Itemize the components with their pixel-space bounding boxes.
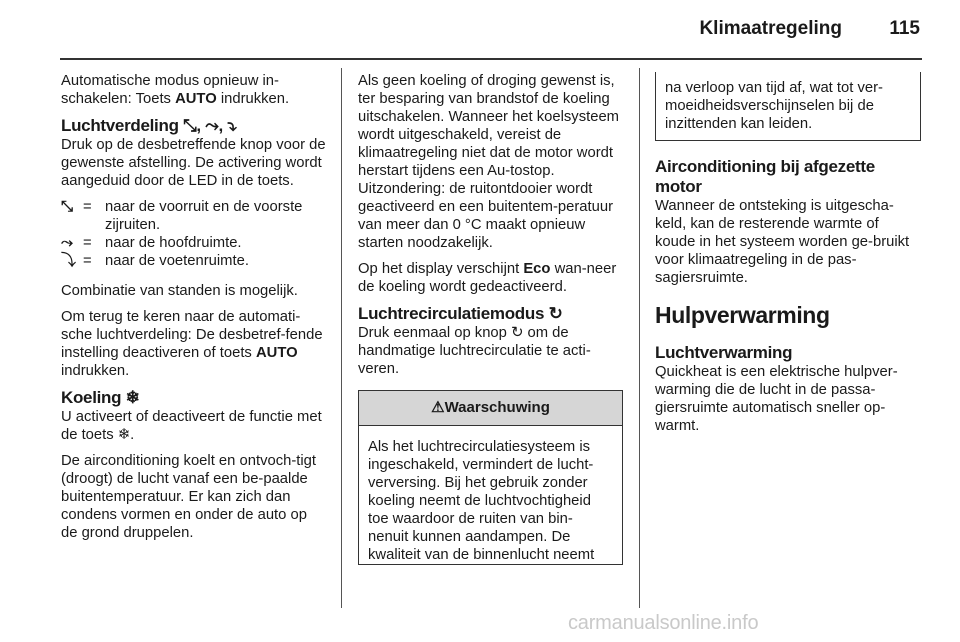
ac-engine-off-paragraph: Wanneer de ontsteking is uitgescha-keld, kan de resterende warmte of koude in het systeem worden ge-bruikt voor klimaatregeling in de pas-sagiersruimte. bbox=[655, 198, 910, 286]
auxiliary-heating-heading: Hulpverwarming bbox=[655, 302, 830, 328]
page-header bbox=[0, 18, 960, 48]
air-distribution-paragraph: Druk op de desbetreffende knop voor de gewenste afstelling. De activering wordt aangeduid door de LED in de toets. bbox=[61, 137, 326, 189]
page-number: 115 bbox=[889, 18, 920, 39]
combination-paragraph: Combinatie van standen is mogelijk. bbox=[61, 283, 298, 299]
cooling-heading: Koeling ❄ bbox=[61, 388, 140, 407]
face-airflow-icon: ⤳ bbox=[61, 235, 73, 251]
column-1 bbox=[61, 72, 326, 550]
warning-continuation-box: na verloop van tijd af, wat tot ver-moeidheidsverschijnselen bij de inzittenden kan leiden. bbox=[655, 72, 921, 141]
column-3 bbox=[655, 72, 921, 443]
header-rule bbox=[60, 58, 922, 60]
auto-key-label: AUTO bbox=[175, 91, 217, 107]
column-divider-1 bbox=[341, 68, 342, 608]
recirculation-heading: Luchtrecirculatiemodus ↻ bbox=[358, 304, 563, 323]
page-title: Klimaatregeling bbox=[699, 18, 842, 39]
quickheat-paragraph: Quickheat is een elektrische hulpver-warming die de lucht in de passa-giersruimte automatisch sneller op-warmt. bbox=[655, 364, 898, 434]
column-2 bbox=[358, 72, 623, 565]
warning-box bbox=[358, 390, 623, 565]
footwell-airflow-icon: ⤵ bbox=[61, 253, 76, 269]
legend-row: ⤵ = naar de voetenruimte. bbox=[61, 253, 249, 269]
warning-icon: ⚠ bbox=[431, 399, 445, 416]
auto-mode-paragraph: Automatische modus opnieuw in-schakelen: Toets AUTO indrukken. bbox=[61, 73, 290, 107]
air-distribution-legend bbox=[61, 198, 326, 270]
recirculation-icon: ↻ bbox=[548, 304, 563, 323]
airconditioning-paragraph: De airconditioning koelt en ontvoch-tigt (droogt) de lucht vanaf een be-paalde buitentemperatuur. Er kan zich dan condens vormen en onder de auto op de grond druppelen. bbox=[61, 453, 316, 541]
eco-paragraph-2: Op het display verschijnt Eco wan-neer de koeling wordt gedeactiveerd. bbox=[358, 261, 617, 295]
cooling-paragraph: U activeert of deactiveert de functie met de toets ❄. bbox=[61, 409, 322, 443]
warning-text: Als het luchtrecirculatiesysteem is ingeschakeld, vermindert de lucht-verversing. Bij het gebruik zonder koeling neemt de luchtvochtigheid toe waardoor de ruiten van bin-nenuit kunnen aandampen. De kwaliteit van de binnenlucht neemt bbox=[368, 439, 595, 563]
legend-row: ⤡ = naar de voorruit en de voorste zijruiten. bbox=[61, 199, 303, 233]
air-distribution-icons: ⤡, ⤳, ⤵ bbox=[183, 116, 237, 135]
column-divider-2 bbox=[639, 68, 640, 608]
ac-engine-off-heading: Airconditioning bij afgezette motor bbox=[655, 157, 875, 196]
legend-row: ⤳ = naar de hoofdruimte. bbox=[61, 235, 242, 251]
warning-header: ⚠Waarschuwing bbox=[359, 391, 622, 426]
eco-paragraph-1: Als geen koeling of droging gewenst is, ter besparing van brandstof de koeling uitschakelen. Wanneer het koelsysteem wordt uitgeschakeld, vereist de klimaatregeling niet dat de motor wordt herstart tijdens een Au-tostop. Uitzondering: de ruitontdooier wordt geactiveerd en een buitentem-peratuur van meer dan 0 °C maakt opnieuw starten noodzakelijk. bbox=[358, 73, 619, 251]
recirculation-paragraph: Druk eenmaal op knop ↻ om de handmatige luchtrecirculatie te acti-veren. bbox=[358, 325, 591, 377]
windscreen-airflow-icon: ⤡ bbox=[61, 199, 73, 215]
air-heating-heading: Luchtverwarming bbox=[655, 343, 793, 362]
snowflake-icon: ❄ bbox=[125, 388, 140, 407]
watermark: carmanualsonline.info bbox=[568, 612, 759, 634]
return-auto-paragraph: Om terug te keren naar de automati-sche luchtverdeling: De desbetref-fende instelling deactiveren of toets AUTO indrukken. bbox=[61, 309, 323, 379]
eco-label: Eco bbox=[523, 261, 551, 277]
air-distribution-heading: Luchtverdeling ⤡, ⤳, ⤵ bbox=[61, 116, 237, 135]
